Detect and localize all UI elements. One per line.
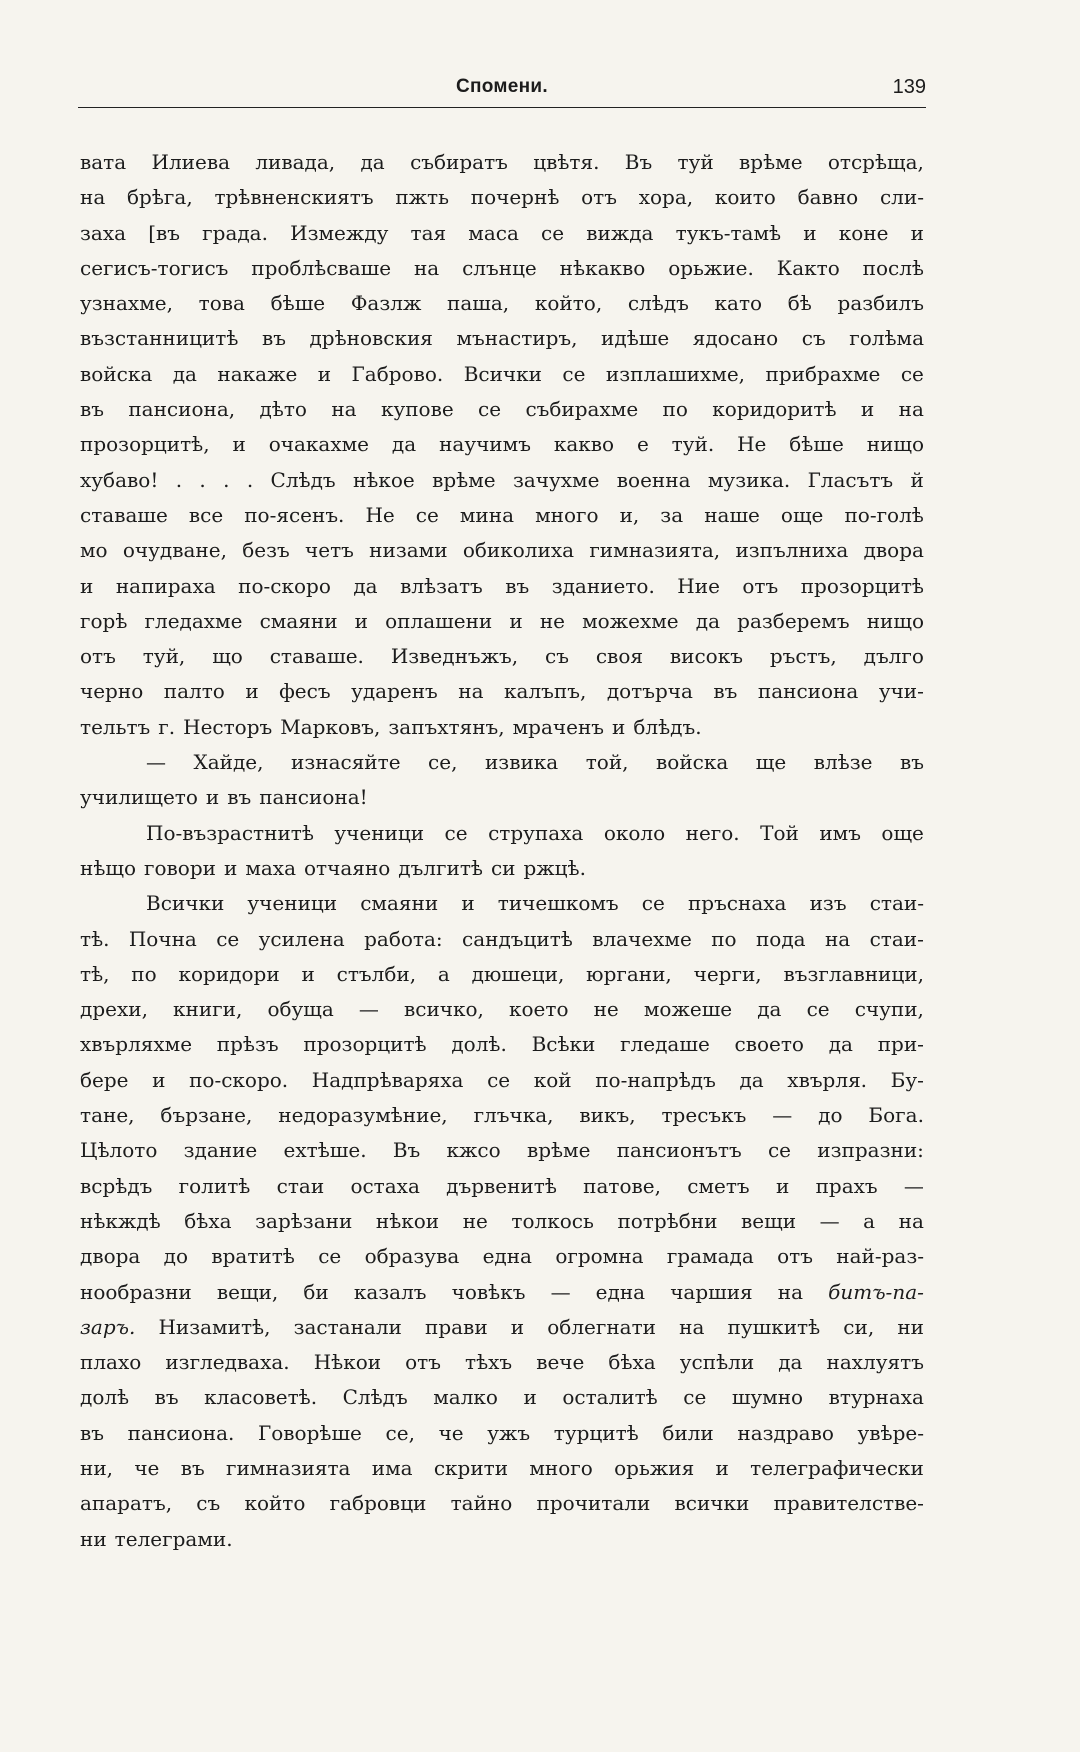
body-text (80, 145, 924, 1557)
text-line: сегисъ-тогисъ проблѣсваше на слънце нѣкакво орьжие. Както послѣ (80, 255, 924, 280)
text-line: мо очудване, безъ четъ низами обиколиха гимназията, изпълниха двора (80, 538, 924, 563)
text-line: нѣщо говори и маха отчаяно дългитѣ си ржцѣ. (80, 855, 586, 880)
text-line: вата Илиева ливада, да събиратъ цвѣтя. Въ туй врѣме отсрѣща, (80, 150, 924, 174)
text-line: тельтъ г. Несторъ Марковъ, запъхтянъ, мраченъ и блѣдъ. (80, 714, 702, 739)
text-line: Цѣлото здание ехтѣше. Въ кжсо врѣме пансионътъ се изпразни: (80, 1138, 924, 1163)
text-line: заха [въ града. Измежду тая маса се вижда тукъ-тамѣ и коне и (80, 220, 924, 245)
text-line: заръ. Низамитѣ, застанали прави и облегнати на пушкитѣ си, ни (80, 1314, 924, 1339)
text-line: долѣ въ класоветѣ. Слѣдъ малко и осталитѣ се шумно втурнаха (80, 1385, 924, 1410)
text-line: — Хайде, изнасяйте се, извика той, войска ще влѣзе въ (146, 750, 924, 775)
text-line: горѣ гледахме смаяни и оплашени и не можехме да разберемъ нищо (80, 608, 924, 633)
text-line: нѣкждѣ бѣха зарѣзани нѣкои не толкось потрѣбни вещи — а на (80, 1208, 924, 1233)
text-line: възстанницитѣ въ дрѣновския мънастиръ, идѣше ядосано съ голѣма (80, 326, 924, 351)
text-line: тѣ. Почна се усилена работа: сандъцитѣ влачехме по пода на стаи- (80, 926, 924, 951)
running-title: Спомени. (455, 76, 548, 97)
text-line: училището и въ пансиона! (80, 785, 368, 810)
text-line: всрѣдъ голитѣ стаи остаха дървенитѣ патове, сметъ и прахъ — (80, 1173, 924, 1198)
text-line: дрехи, книги, обуща — всичко, което не можеше да се счупи, (80, 997, 924, 1022)
text-line: хвърляхме прѣзъ прозорцитѣ долѣ. Всѣки гледаше своето да при- (80, 1032, 924, 1057)
text-line: Всички ученици смаяни и тичешкомъ се пръснаха изъ стаи- (146, 891, 924, 916)
text-line: тане, бързане, недоразумѣние, глъчка, викъ, тресъкъ — до Бога. (80, 1103, 924, 1128)
text-line: плахо изгледваха. Нѣкои отъ тѣхъ вече бѣха успѣли да нахлуятъ (80, 1350, 924, 1375)
page-number: 139 (892, 76, 926, 98)
text-line: въ пансиона. Говорѣше се, че ужъ турцитѣ били наздраво увѣре- (80, 1420, 924, 1445)
text-line: ставаше все по-ясенъ. Не се мина много и, за наше още по-голѣ (80, 502, 924, 527)
text-line: бере и по-скоро. Надпрѣваряха се кой по-напрѣдъ да хвърля. Бу- (80, 1067, 924, 1092)
text-line: и напираха по-скоро да влѣзатъ въ зданието. Ние отъ прозорцитѣ (80, 573, 924, 598)
text-line: черно палто и фесъ ударенъ на калъпъ, дотърча въ пансиона учи- (80, 679, 924, 704)
text-line: двора до вратитѣ се образува една огромна грамада отъ най-раз- (80, 1244, 924, 1269)
text-line: на брѣга, трѣвненскиятъ пжть почернѣ отъ хора, които бавно сли- (80, 185, 924, 210)
text-line: нообразни вещи, би казалъ човѣкъ — една чаршия на битъ-па- (80, 1279, 924, 1304)
text-line: войска да накаже и Габрово. Всички се изплашихме, прибрахме се (80, 361, 924, 386)
text-line: отъ туй, що ставаше. Изведнъжъ, съ своя високъ ръстъ, дълго (80, 644, 924, 669)
text-line: ни, че въ гимназията има скрити много орьжия и телеграфически (80, 1455, 924, 1480)
running-head (78, 76, 926, 106)
text-line: въ пансиона, дѣто на купове се събирахме по коридоритѣ и на (80, 397, 924, 422)
text-line: узнахме, това бѣше Фазлж паша, който, слѣдъ като бѣ разбилъ (80, 291, 924, 316)
text-line: ни телеграми. (80, 1526, 233, 1551)
text-line: хубаво! . . . . Слѣдъ нѣкое врѣме зачухме военна музика. Гласътъ й (80, 467, 924, 492)
text-line: прозорцитѣ, и очакахме да научимъ какво е туй. Не бѣше нищо (80, 432, 924, 457)
text-line: тѣ, по коридори и стълби, а дюшеци, юргани, черги, възглавници, (80, 961, 924, 986)
text-line: По-възрастнитѣ ученици се струпаха около него. Той имъ още (146, 820, 924, 845)
header-rule (78, 107, 926, 108)
text-line: апаратъ, съ който габровци тайно прочитали всички правителстве- (80, 1491, 924, 1516)
